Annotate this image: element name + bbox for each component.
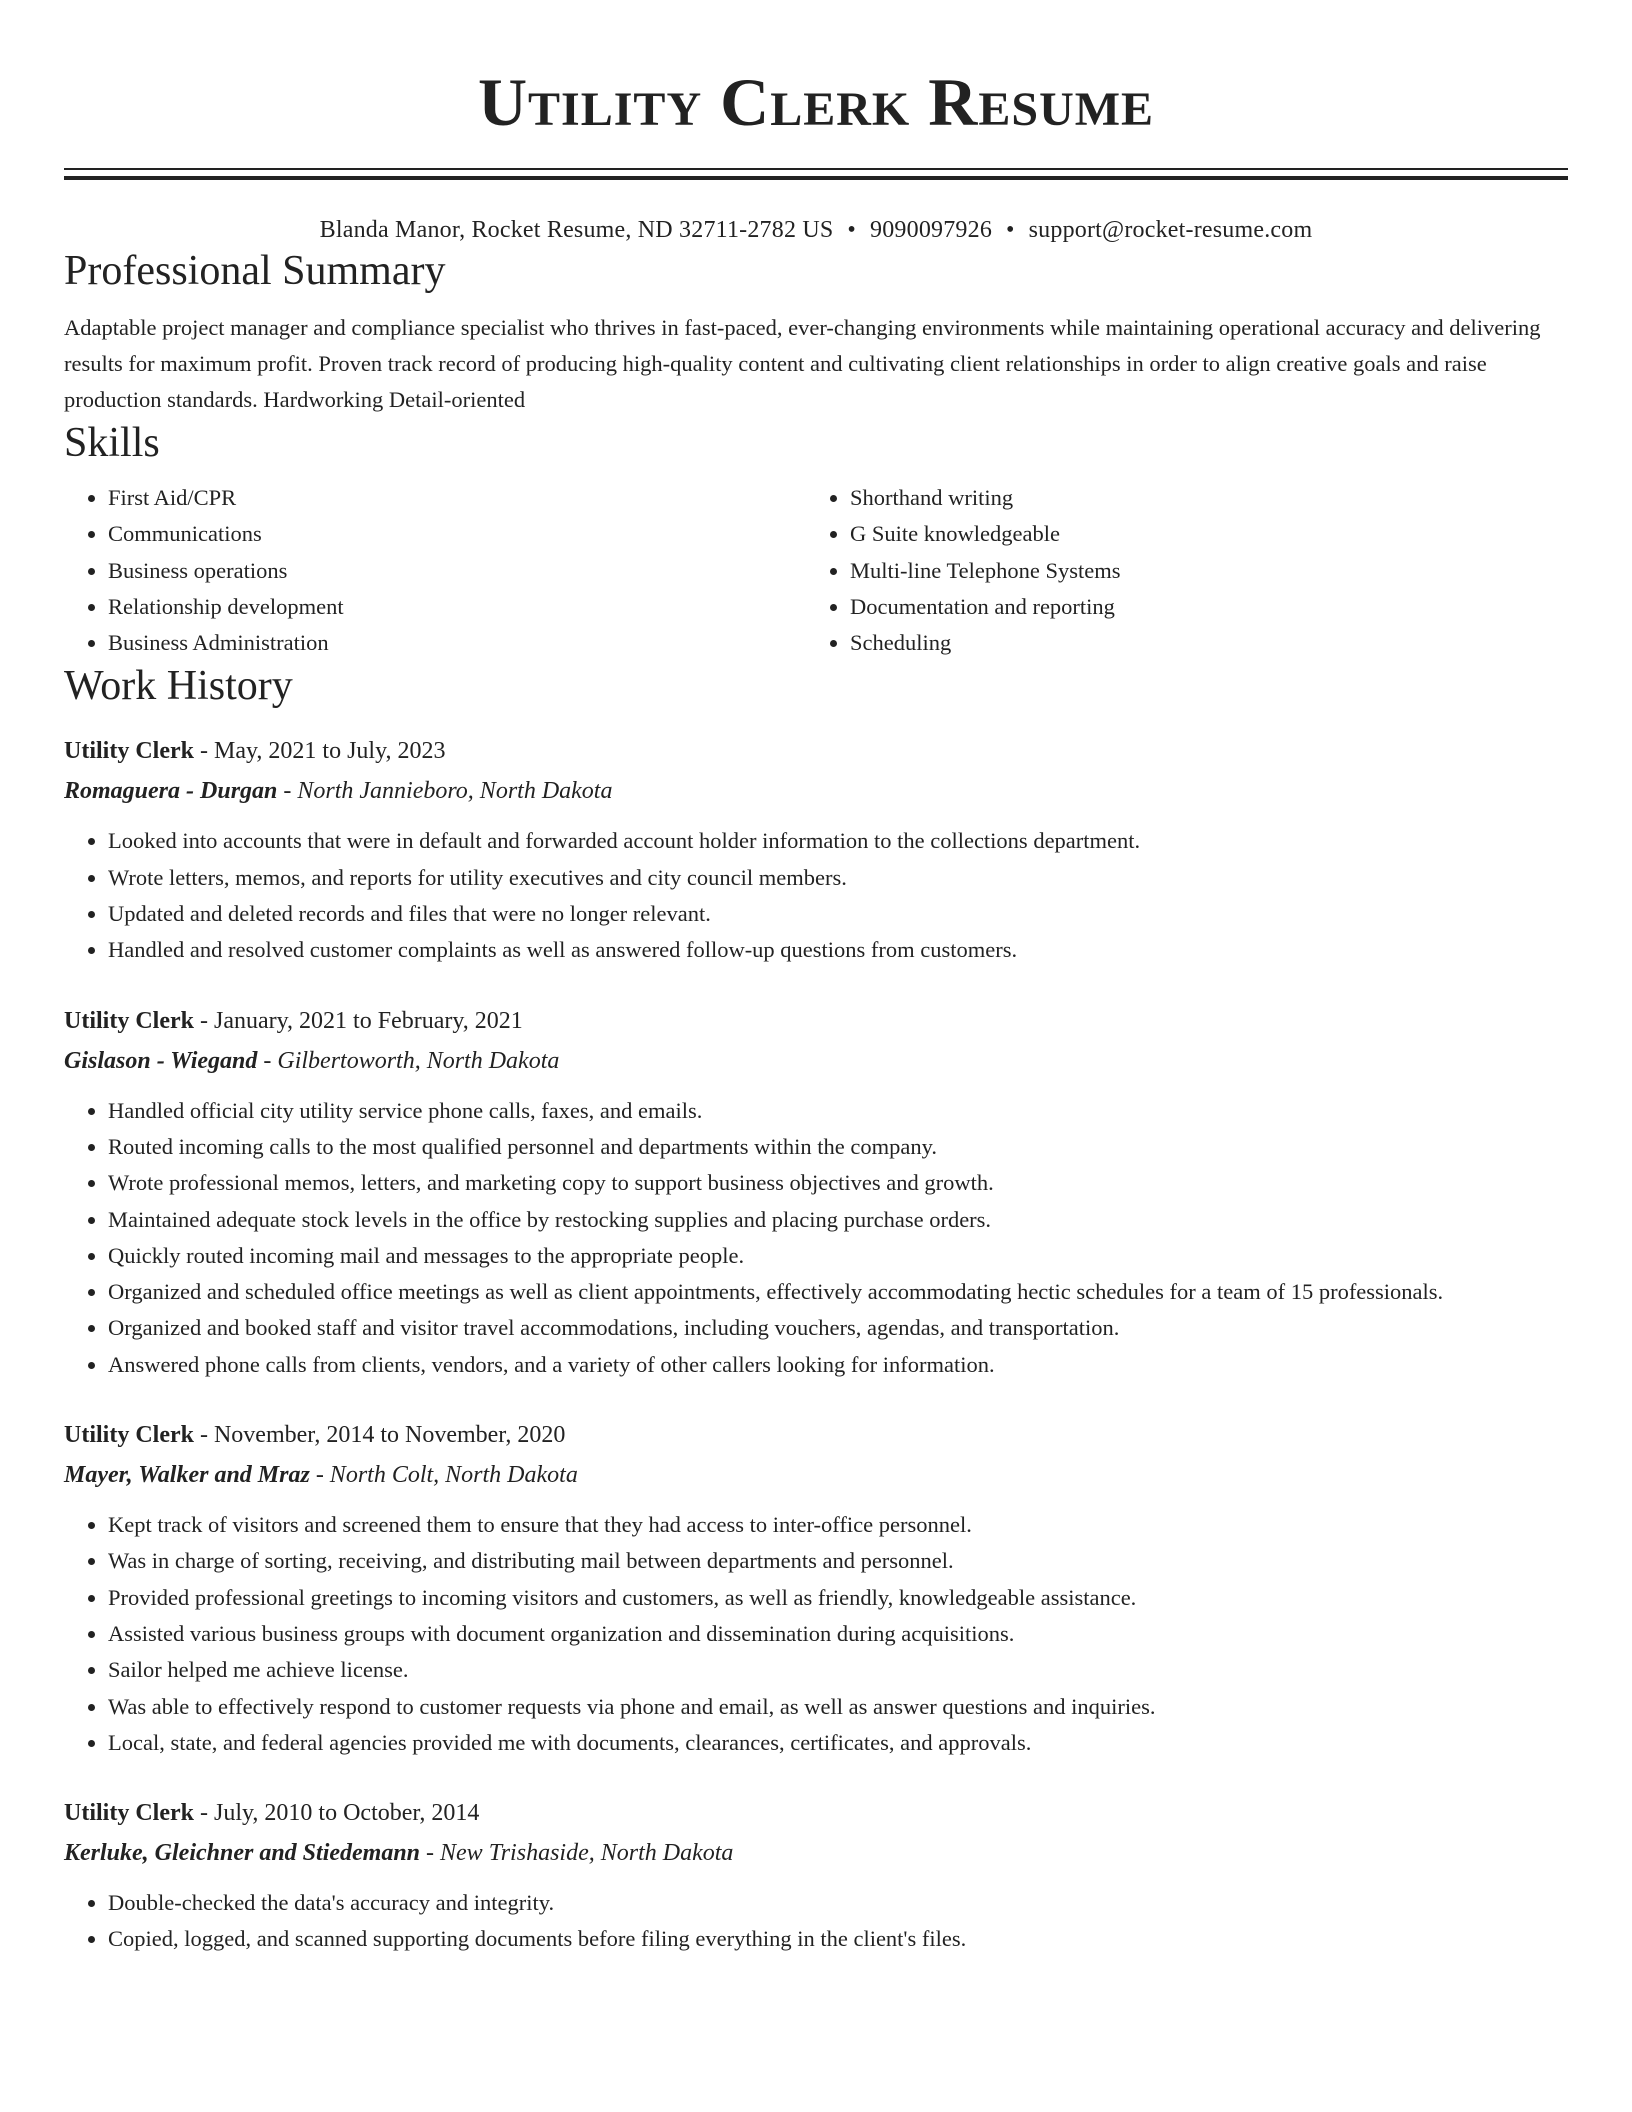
job-dates: - May, 2021 to July, 2023	[193, 738, 446, 765]
contact-separator: •	[1006, 217, 1015, 243]
skill-item: • Documentation and reporting	[850, 589, 1548, 625]
skill-item: • Relationship development	[108, 589, 806, 625]
job-entry	[64, 1793, 1568, 1958]
job-title: Utility Clerk	[64, 1422, 194, 1449]
summary-section	[64, 246, 1568, 418]
job-title-line	[64, 731, 1568, 771]
summary-heading: Professional Summary	[64, 248, 446, 294]
skill-item: • First Aid/CPR	[108, 480, 806, 516]
job-bullet: • Double-checked the data's accuracy and integrity.	[108, 1885, 1568, 1921]
resume-title: Utility Clerk Resume	[477, 64, 1155, 140]
company-line	[64, 771, 1568, 811]
job-title-line	[64, 1793, 1568, 1833]
skill-item: • G Suite knowledgeable	[850, 516, 1548, 552]
company-location: - New Trishaside, North Dakota	[420, 1840, 734, 1867]
job-bullet: • Assisted various business groups with document organization and dissemination during acquisitions.	[108, 1616, 1568, 1652]
skill-item: • Business Administration	[108, 625, 806, 661]
resume-page	[64, 0, 1568, 1958]
work-history-heading: Work History	[64, 663, 293, 710]
skill-item: • Multi-line Telephone Systems	[850, 553, 1548, 589]
job-bullet: • Was able to effectively respond to customer requests via phone and email, as well as answer questions and inquiries.	[108, 1689, 1568, 1725]
job-bullets	[64, 823, 1568, 968]
job-bullet: • Routed incoming calls to the most qualified personnel and departments within the company.	[108, 1129, 1568, 1165]
skill-item: • Communications	[108, 516, 806, 552]
job-bullets	[64, 1885, 1568, 1958]
company-location: - Gilbertoworth, North Dakota	[257, 1047, 560, 1074]
job-bullet: • Updated and deleted records and files that were no longer relevant.	[108, 896, 1568, 932]
job-bullet: • Copied, logged, and scanned supporting documents before filing everything in the client's files.	[108, 1921, 1568, 1957]
job-bullet: • Quickly routed incoming mail and messages to the appropriate people.	[108, 1238, 1568, 1274]
job-title-line	[64, 1415, 1568, 1455]
job-bullet: • Handled and resolved customer complaints as well as answered follow-up questions from customers.	[108, 932, 1568, 968]
company-name: Gislason - Wiegand	[64, 1047, 258, 1074]
job-bullet: • Looked into accounts that were in default and forwarded account holder information to the collections department.	[108, 823, 1568, 859]
skill-item: • Business operations	[108, 553, 806, 589]
job-bullets	[64, 1507, 1568, 1761]
company-name: Mayer, Walker and Mraz	[64, 1462, 310, 1489]
contact-separator: •	[847, 217, 857, 243]
job-bullet: • Answered phone calls from clients, vendors, and a variety of other callers looking for information.	[108, 1347, 1568, 1383]
skills-column-left	[64, 480, 806, 661]
company-line	[64, 1833, 1568, 1873]
job-entry	[64, 1415, 1568, 1761]
skill-item: • Scheduling	[850, 625, 1548, 661]
job-bullet: • Organized and scheduled office meetings as well as client appointments, effectively accommodating hectic schedules for a team of 15 professionals.	[108, 1274, 1568, 1310]
company-location: - North Colt, North Dakota	[309, 1462, 578, 1489]
job-bullet: • Provided professional greetings to incoming visitors and customers, as well as friendly, knowledgeable assistance.	[108, 1580, 1568, 1616]
job-bullet: • Local, state, and federal agencies provided me with documents, clearances, certificates, and approvals.	[108, 1725, 1568, 1761]
job-title: Utility Clerk	[64, 1800, 194, 1827]
job-dates: - January, 2021 to February, 2021	[193, 1007, 523, 1034]
job-title: Utility Clerk	[64, 738, 194, 765]
job-bullet: • Maintained adequate stock levels in the office by restocking supplies and placing purchase orders.	[108, 1202, 1568, 1238]
company-location: - North Jannieboro, North Dakota	[277, 778, 613, 805]
job-bullet: • Was in charge of sorting, receiving, and distributing mail between departments and personnel.	[108, 1543, 1568, 1579]
job-title: Utility Clerk	[64, 1007, 194, 1034]
job-bullet: • Sailor helped me achieve license.	[108, 1652, 1568, 1688]
job-bullet: • Handled official city utility service phone calls, faxes, and emails.	[108, 1093, 1568, 1129]
contact-address: Blanda Manor, Rocket Resume, ND 32711-2782 US	[319, 217, 834, 243]
contact-line	[64, 214, 1568, 246]
summary-text: Adaptable project manager and compliance specialist who thrives in fast-paced, ever-changing environments while maintaining operational accuracy and delivering results for maximum profit. Proven track record of producing high-quality content and cultivating client relationships in order to align creative goals and raise production standards. Hardworking Detail-oriented	[64, 315, 1541, 412]
title-divider	[64, 168, 1568, 180]
job-bullet: • Kept track of visitors and screened them to ensure that they had access to inter-office personnel.	[108, 1507, 1568, 1543]
work-history-section	[64, 661, 1568, 1957]
job-bullets	[64, 1093, 1568, 1383]
company-line	[64, 1455, 1568, 1495]
contact-email: support@rocket-resume.com	[1028, 217, 1313, 243]
job-bullet: • Wrote professional memos, letters, and marketing copy to support business objectives and growth.	[108, 1165, 1568, 1201]
job-bullet: • Wrote letters, memos, and reports for utility executives and city council members.	[108, 860, 1568, 896]
job-entry	[64, 731, 1568, 968]
job-bullet: • Organized and booked staff and visitor travel accommodations, including vouchers, agendas, and transportation.	[108, 1310, 1568, 1346]
job-title-line	[64, 1001, 1568, 1041]
company-line	[64, 1041, 1568, 1081]
company-name: Romaguera - Durgan	[64, 778, 278, 805]
contact-phone: 9090097926	[870, 217, 993, 243]
skills-heading: Skills	[64, 420, 160, 466]
company-name: Kerluke, Gleichner and Stiedemann	[64, 1840, 421, 1867]
skills-section	[64, 418, 1568, 661]
skills-grid	[64, 480, 1568, 661]
skills-column-right	[806, 480, 1548, 661]
skill-item: • Shorthand writing	[850, 480, 1548, 516]
job-entry	[64, 1001, 1568, 1383]
job-dates: - November, 2014 to November, 2020	[193, 1422, 566, 1449]
job-dates: - July, 2010 to October, 2014	[193, 1800, 480, 1827]
